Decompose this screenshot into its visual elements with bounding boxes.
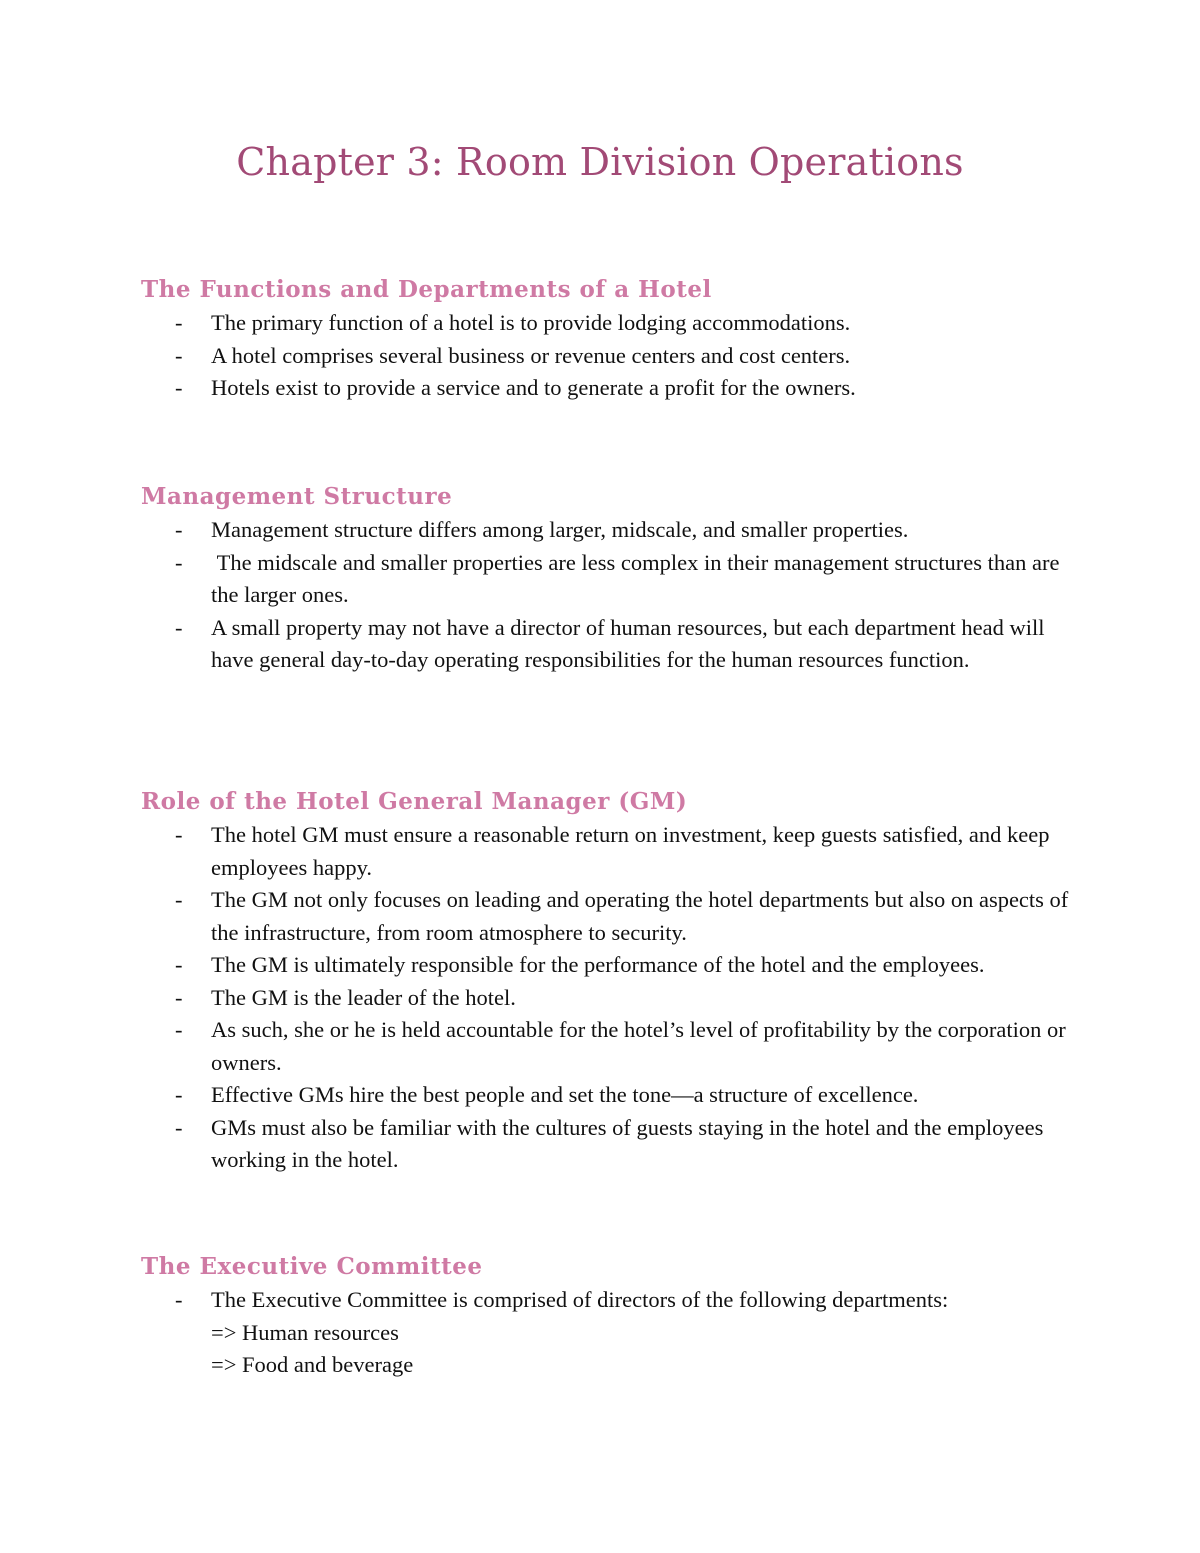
sub-item-human-resources: => Human resources bbox=[211, 1319, 399, 1345]
list-item-text: The GM not only focuses on leading and operating the hotel departments but also on aspects of the infrastructure, from room atmosphere to security. bbox=[211, 887, 1069, 945]
section-management-structure bbox=[141, 480, 1081, 677]
list-item bbox=[141, 982, 1081, 1015]
list-item-text: The GM is the leader of the hotel. bbox=[211, 984, 516, 1010]
list-item-text: The Executive Committee is comprised of directors of the following departments: bbox=[211, 1287, 949, 1312]
page-title: Chapter 3: Room Division Operations bbox=[236, 140, 964, 184]
dash-bullet: - bbox=[175, 549, 183, 575]
dash-bullet: - bbox=[175, 614, 183, 640]
list-item bbox=[141, 1112, 1081, 1177]
dash-bullet: - bbox=[175, 1082, 183, 1107]
bullet-list bbox=[141, 1284, 1081, 1382]
section-heading: The Functions and Departments of a Hotel bbox=[141, 276, 712, 303]
list-item bbox=[141, 1284, 1081, 1382]
section-functions-departments bbox=[141, 273, 1081, 405]
list-item bbox=[141, 819, 1081, 884]
dash-bullet: - bbox=[175, 1114, 183, 1140]
list-item-text: A hotel comprises several business or revenue centers and cost centers. bbox=[211, 342, 851, 368]
dash-bullet: - bbox=[175, 952, 183, 977]
list-item-text: The primary function of a hotel is to provide lodging accommodations. bbox=[211, 310, 851, 335]
list-item-text: Hotels exist to provide a service and to generate a profit for the owners. bbox=[211, 375, 856, 400]
section-executive-committee bbox=[141, 1250, 1081, 1382]
section-heading: Management Structure bbox=[141, 483, 453, 510]
dash-bullet: - bbox=[175, 310, 183, 335]
list-item bbox=[141, 612, 1081, 677]
list-item-text: Management structure differs among larger, midscale, and smaller properties. bbox=[211, 517, 909, 542]
sub-item-food-beverage: => Food and beverage bbox=[211, 1352, 414, 1377]
bullet-list bbox=[141, 307, 1081, 405]
list-item bbox=[141, 340, 1081, 373]
list-item-text: A small property may not have a director of human resources, but each department head will have general day-to-day operating responsibilities for the human resources function. bbox=[211, 614, 1045, 672]
dash-bullet: - bbox=[175, 1017, 183, 1042]
list-item bbox=[141, 547, 1081, 612]
list-item bbox=[141, 884, 1081, 949]
bullet-list bbox=[141, 819, 1081, 1177]
list-item-text: As such, she or he is held accountable for the hotel’s level of profitability by the corporation or owners. bbox=[211, 1017, 1066, 1075]
section-heading: The Executive Committee bbox=[141, 1253, 483, 1280]
dash-bullet: - bbox=[175, 984, 183, 1010]
list-item-text: Effective GMs hire the best people and set the tone—a structure of excellence. bbox=[211, 1082, 919, 1107]
dash-bullet: - bbox=[175, 887, 183, 912]
dash-bullet: - bbox=[175, 822, 183, 847]
list-item bbox=[141, 1079, 1081, 1112]
bullet-list bbox=[141, 514, 1081, 677]
dash-bullet: - bbox=[175, 1287, 183, 1312]
list-item-text: The midscale and smaller properties are less complex in their management structures than are the larger ones. bbox=[211, 549, 1066, 607]
list-item bbox=[141, 372, 1081, 405]
list-item bbox=[141, 307, 1081, 340]
section-heading: Role of the Hotel General Manager (GM) bbox=[141, 788, 688, 815]
list-item-text: The hotel GM must ensure a reasonable return on investment, keep guests satisfied, and keep employees happy. bbox=[211, 822, 1050, 880]
list-item-text: GMs must also be familiar with the cultures of guests staying in the hotel and the employees working in the hotel. bbox=[211, 1114, 1044, 1172]
section-general-manager-role bbox=[141, 785, 1081, 1177]
dash-bullet: - bbox=[175, 517, 183, 542]
list-item-text: The GM is ultimately responsible for the performance of the hotel and the employees. bbox=[211, 952, 985, 977]
dash-bullet: - bbox=[175, 342, 183, 368]
list-item bbox=[141, 1014, 1081, 1079]
dash-bullet: - bbox=[175, 375, 183, 400]
list-item bbox=[141, 514, 1081, 547]
list-item bbox=[141, 949, 1081, 982]
